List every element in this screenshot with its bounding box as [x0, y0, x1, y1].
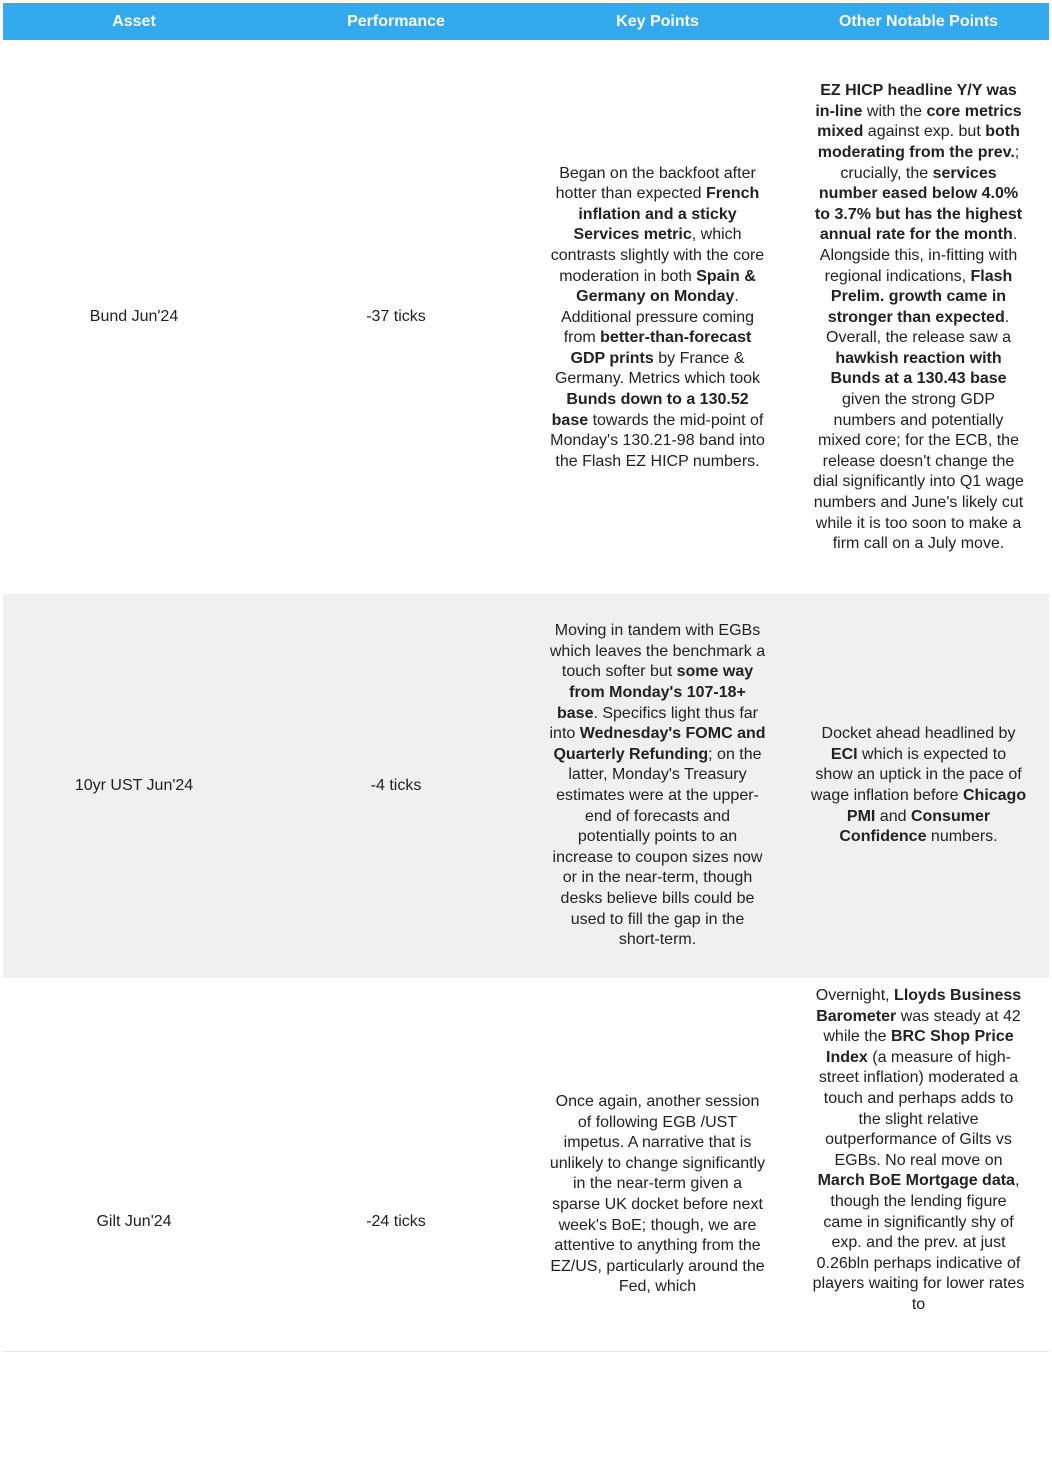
key-points-cell [527, 594, 788, 978]
highlight-text: March BoE Mortgage data [817, 1172, 1015, 1190]
other-notable-points-cell [788, 978, 1049, 1466]
table-bottom-divider [3, 1351, 1049, 1352]
key-points-cell [527, 40, 788, 594]
highlight-text: Chicago PMI [846, 787, 1027, 825]
highlight-text: Spain & Germany on Monday [576, 267, 756, 306]
header-other-notable-points: Other Notable Points [788, 3, 1049, 40]
highlight-text: BRC Shop Price Index [826, 1028, 1014, 1066]
other-notable-points-text: Docket ahead headlined by ECI which is expected to show an uptick in the pace of wage inflation before Chicago PMI and Consumer Confidence numbers. [810, 725, 1027, 846]
key-points-text: Began on the backfoot after hotter than expected French inflation and a sticky Services metric, which contrasts slightly with the core moderation in both Spain & Germany on Monday. Additional pressure coming from better-than-forecast GDP prints by France & Germany. Metrics which took Bunds down to a 130.52 base towards the mid-point of Monday's 130.21-98 band into the Flash EZ HICP numbers. [550, 164, 765, 470]
performance-cell: -37 ticks [265, 40, 527, 594]
highlight-text: core metrics mixed [817, 102, 1022, 141]
highlight-text: services number eased below 4.0% to 3.7% but has the highest annual rate for the month [814, 164, 1023, 244]
highlight-text: Wednesday's FOMC and Quarterly Refunding [553, 725, 766, 763]
highlight-text: Bunds down to a 130.52 base [551, 391, 749, 429]
performance-cell: -4 ticks [265, 594, 527, 978]
highlight-text: Lloyds Business Barometer [816, 987, 1022, 1025]
highlight-text: Flash Prelim. growth came in stronger than expected [827, 267, 1013, 326]
highlight-text: some way from Monday's 107-18+ base [557, 663, 754, 722]
highlight-text: EZ HICP headline Y/Y was in-line [815, 82, 1017, 120]
header-row [3, 3, 1049, 40]
performance-cell: -24 ticks [265, 978, 527, 1466]
asset-cell: Gilt Jun'24 [3, 978, 265, 1466]
highlight-text: Consumer Confidence [839, 807, 991, 846]
highlight-text: ECI [830, 745, 858, 763]
key-points-text: Once again, another session of following EGB /UST impetus. A narrative that is unlikely to change significantly in the near-term given a sparse UK docket before next week's BoE; though, we are attentive to anything from the EZ/US, particularly around the Fed, which [549, 1093, 766, 1296]
table-row-gilt [3, 978, 1049, 1466]
key-points-cell [527, 978, 788, 1466]
key-points-text: Moving in tandem with EGBs which leaves the benchmark a touch softer but some way from Monday's 107-18+ base. Specifics light thus far into Wednesday's FOMC and Quarterly Refunding; on the latter, Monday's Treasury estimates were at the upper-end of forecasts and potentially points to an increase to coupon sizes now or in the near-term, though desks believe bills could be used to fill the gap in the short-term. [549, 622, 766, 949]
header-key-points: Key Points [527, 3, 788, 40]
other-notable-points-text: EZ HICP headline Y/Y was in-line with the core metrics mixed against exp. but both moderating from the prev.; crucially, the services number eased below 4.0% to 3.7% but has the highest annual rate for the month. Alongside this, in-fitting with regional indications, Flash Prelim. growth came in stronger than expected. Overall, the release saw a hawkish reaction with Bunds at a 130.43 base given the strong GDP numbers and potentially mixed core; for the ECB, the release doesn't change the dial significantly into Q1 wage numbers and June's likely cut while it is too soon to make a firm call on a July move. [813, 82, 1024, 553]
highlight-text: both moderating from the prev. [817, 123, 1020, 161]
header-asset: Asset [3, 3, 265, 40]
market-table [3, 3, 1049, 1466]
table-row-bund [3, 40, 1049, 594]
header-performance: Performance [265, 3, 527, 40]
highlight-text: better-than-forecast GDP prints [570, 329, 752, 367]
highlight-text: hawkish reaction with Bunds at a 130.43 base [830, 349, 1007, 388]
other-notable-points-text: Overnight, Lloyds Business Barometer was steady at 42 while the BRC Shop Price Index (a measure of high-street inflation) moderated a touch and perhaps adds to the slight relative outperformance of Gilts vs EGBs. No real move on March BoE Mortgage data, though the lending figure came in significantly shy of exp. and the prev. at just 0.26bln perhaps indicative of players waiting for lower rates to [812, 987, 1025, 1313]
highlight-text: French inflation and a sticky Services metric [573, 185, 760, 244]
table-row-ust [3, 594, 1049, 978]
other-notable-points-cell [788, 40, 1049, 594]
asset-cell: Bund Jun'24 [3, 40, 265, 594]
other-notable-points-cell [788, 594, 1049, 978]
asset-cell: 10yr UST Jun'24 [3, 594, 265, 978]
